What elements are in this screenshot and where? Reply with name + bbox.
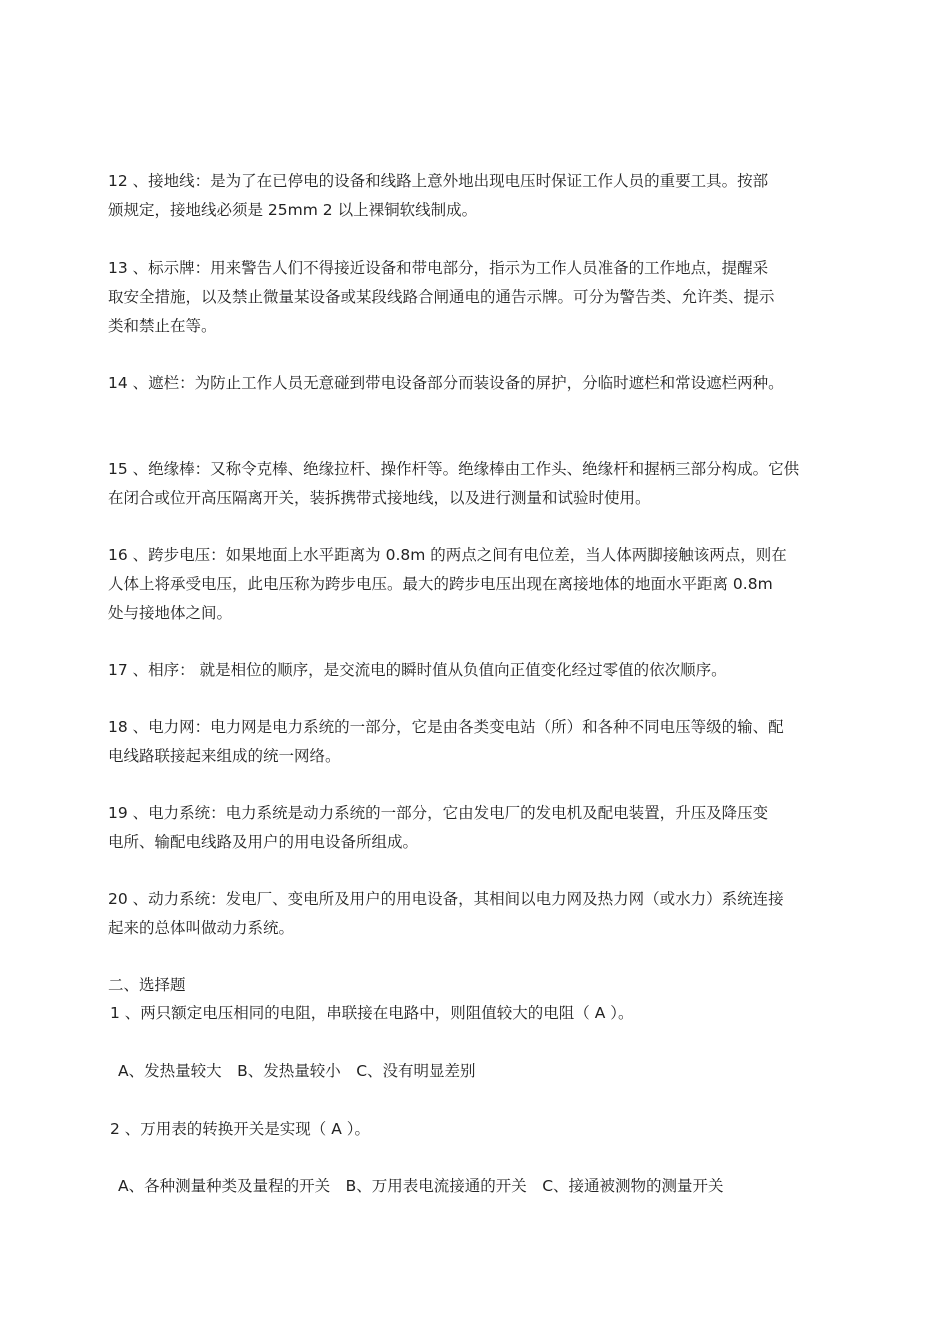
definition-line: 类和禁止在等。 [108,317,217,335]
definition-12 [108,167,820,225]
definition-line: 颁规定，接地线必须是 25mm 2 以上裸铜软线制成。 [108,201,478,219]
question-2-options [118,1172,830,1201]
definition-line: 处与接地体之间。 [108,604,233,622]
question-options: A、发热量较大 B、发热量较小 C、没有明显差别 [118,1062,476,1080]
definition-line: 17 、相序： 就是相位的顺序，是交流电的瞬时值从负值向正值变化经过零值的依次顺序。 [108,661,727,679]
definition-line: 16 、跨步电压：如果地面上水平距离为 0.8m 的两点之间有电位差，当人体两脚接触该两点，则在 [108,546,787,564]
definition-line: 人体上将承受电压，此电压称为跨步电压。最大的跨步电压出现在离接地体的地面水平距离 0.8m [108,575,773,593]
definition-14 [108,369,820,398]
definition-line: 起来的总体叫做动力系统。 [108,919,295,937]
definition-line: 取安全措施，以及禁止微量某设备或某段线路合闸通电的通告示牌。可分为警告类、允许类、提示 [108,288,775,306]
definition-line: 19 、电力系统：电力系统是动力系统的一部分，它由发电厂的发电机及配电装置，升压及降压变 [108,804,769,822]
question-text: 1 、两只额定电压相同的电阻，串联接在电路中，则阻值较大的电阻（ A ）。 [110,1004,634,1022]
definition-19 [108,799,820,857]
definition-13 [108,254,820,341]
definition-line: 在闭合或位开高压隔离开关，装拆携带式接地线，以及进行测量和试验时使用。 [108,489,651,507]
definition-17 [108,656,820,685]
section-title: 二、选择题 [108,976,186,994]
definition-16 [108,541,820,628]
definition-line: 14 、遮栏：为防止工作人员无意碰到带电设备部分而装设备的屏护，分临时遮栏和常设遮栏两种。 [108,374,784,392]
definition-line: 13 、标示牌：用来警告人们不得接近设备和带电部分，指示为工作人员准备的工作地点，提醒采 [108,259,769,277]
question-text: 2 、万用表的转换开关是实现（ A ）。 [110,1120,370,1138]
definition-18 [108,713,820,771]
question-1 [110,999,822,1028]
definition-line: 15 、绝缘棒：又称令克棒、绝缘拉杆、操作杆等。绝缘棒由工作头、绝缘杆和握柄三部分构成。它供 [108,460,800,478]
question-2 [110,1115,822,1144]
question-1-options [118,1057,830,1086]
definition-line: 12 、接地线：是为了在已停电的设备和线路上意外地出现电压时保证工作人员的重要工具。按部 [108,172,769,190]
definition-15 [108,455,820,513]
definition-line: 电线路联接起来组成的统一网络。 [108,747,341,765]
question-options: A、各种测量种类及量程的开关 B、万用表电流接通的开关 C、接通被测物的测量开关 [118,1177,724,1195]
definition-line: 18 、电力网：电力网是电力系统的一部分，它是由各类变电站（所）和各种不同电压等级的输、配 [108,718,784,736]
definition-line: 20 、动力系统：发电厂、变电所及用户的用电设备，其相间以电力网及热力网（或水力）系统连接 [108,890,784,908]
definition-line: 电所、输配电线路及用户的用电设备所组成。 [108,833,419,851]
definition-20 [108,885,820,943]
